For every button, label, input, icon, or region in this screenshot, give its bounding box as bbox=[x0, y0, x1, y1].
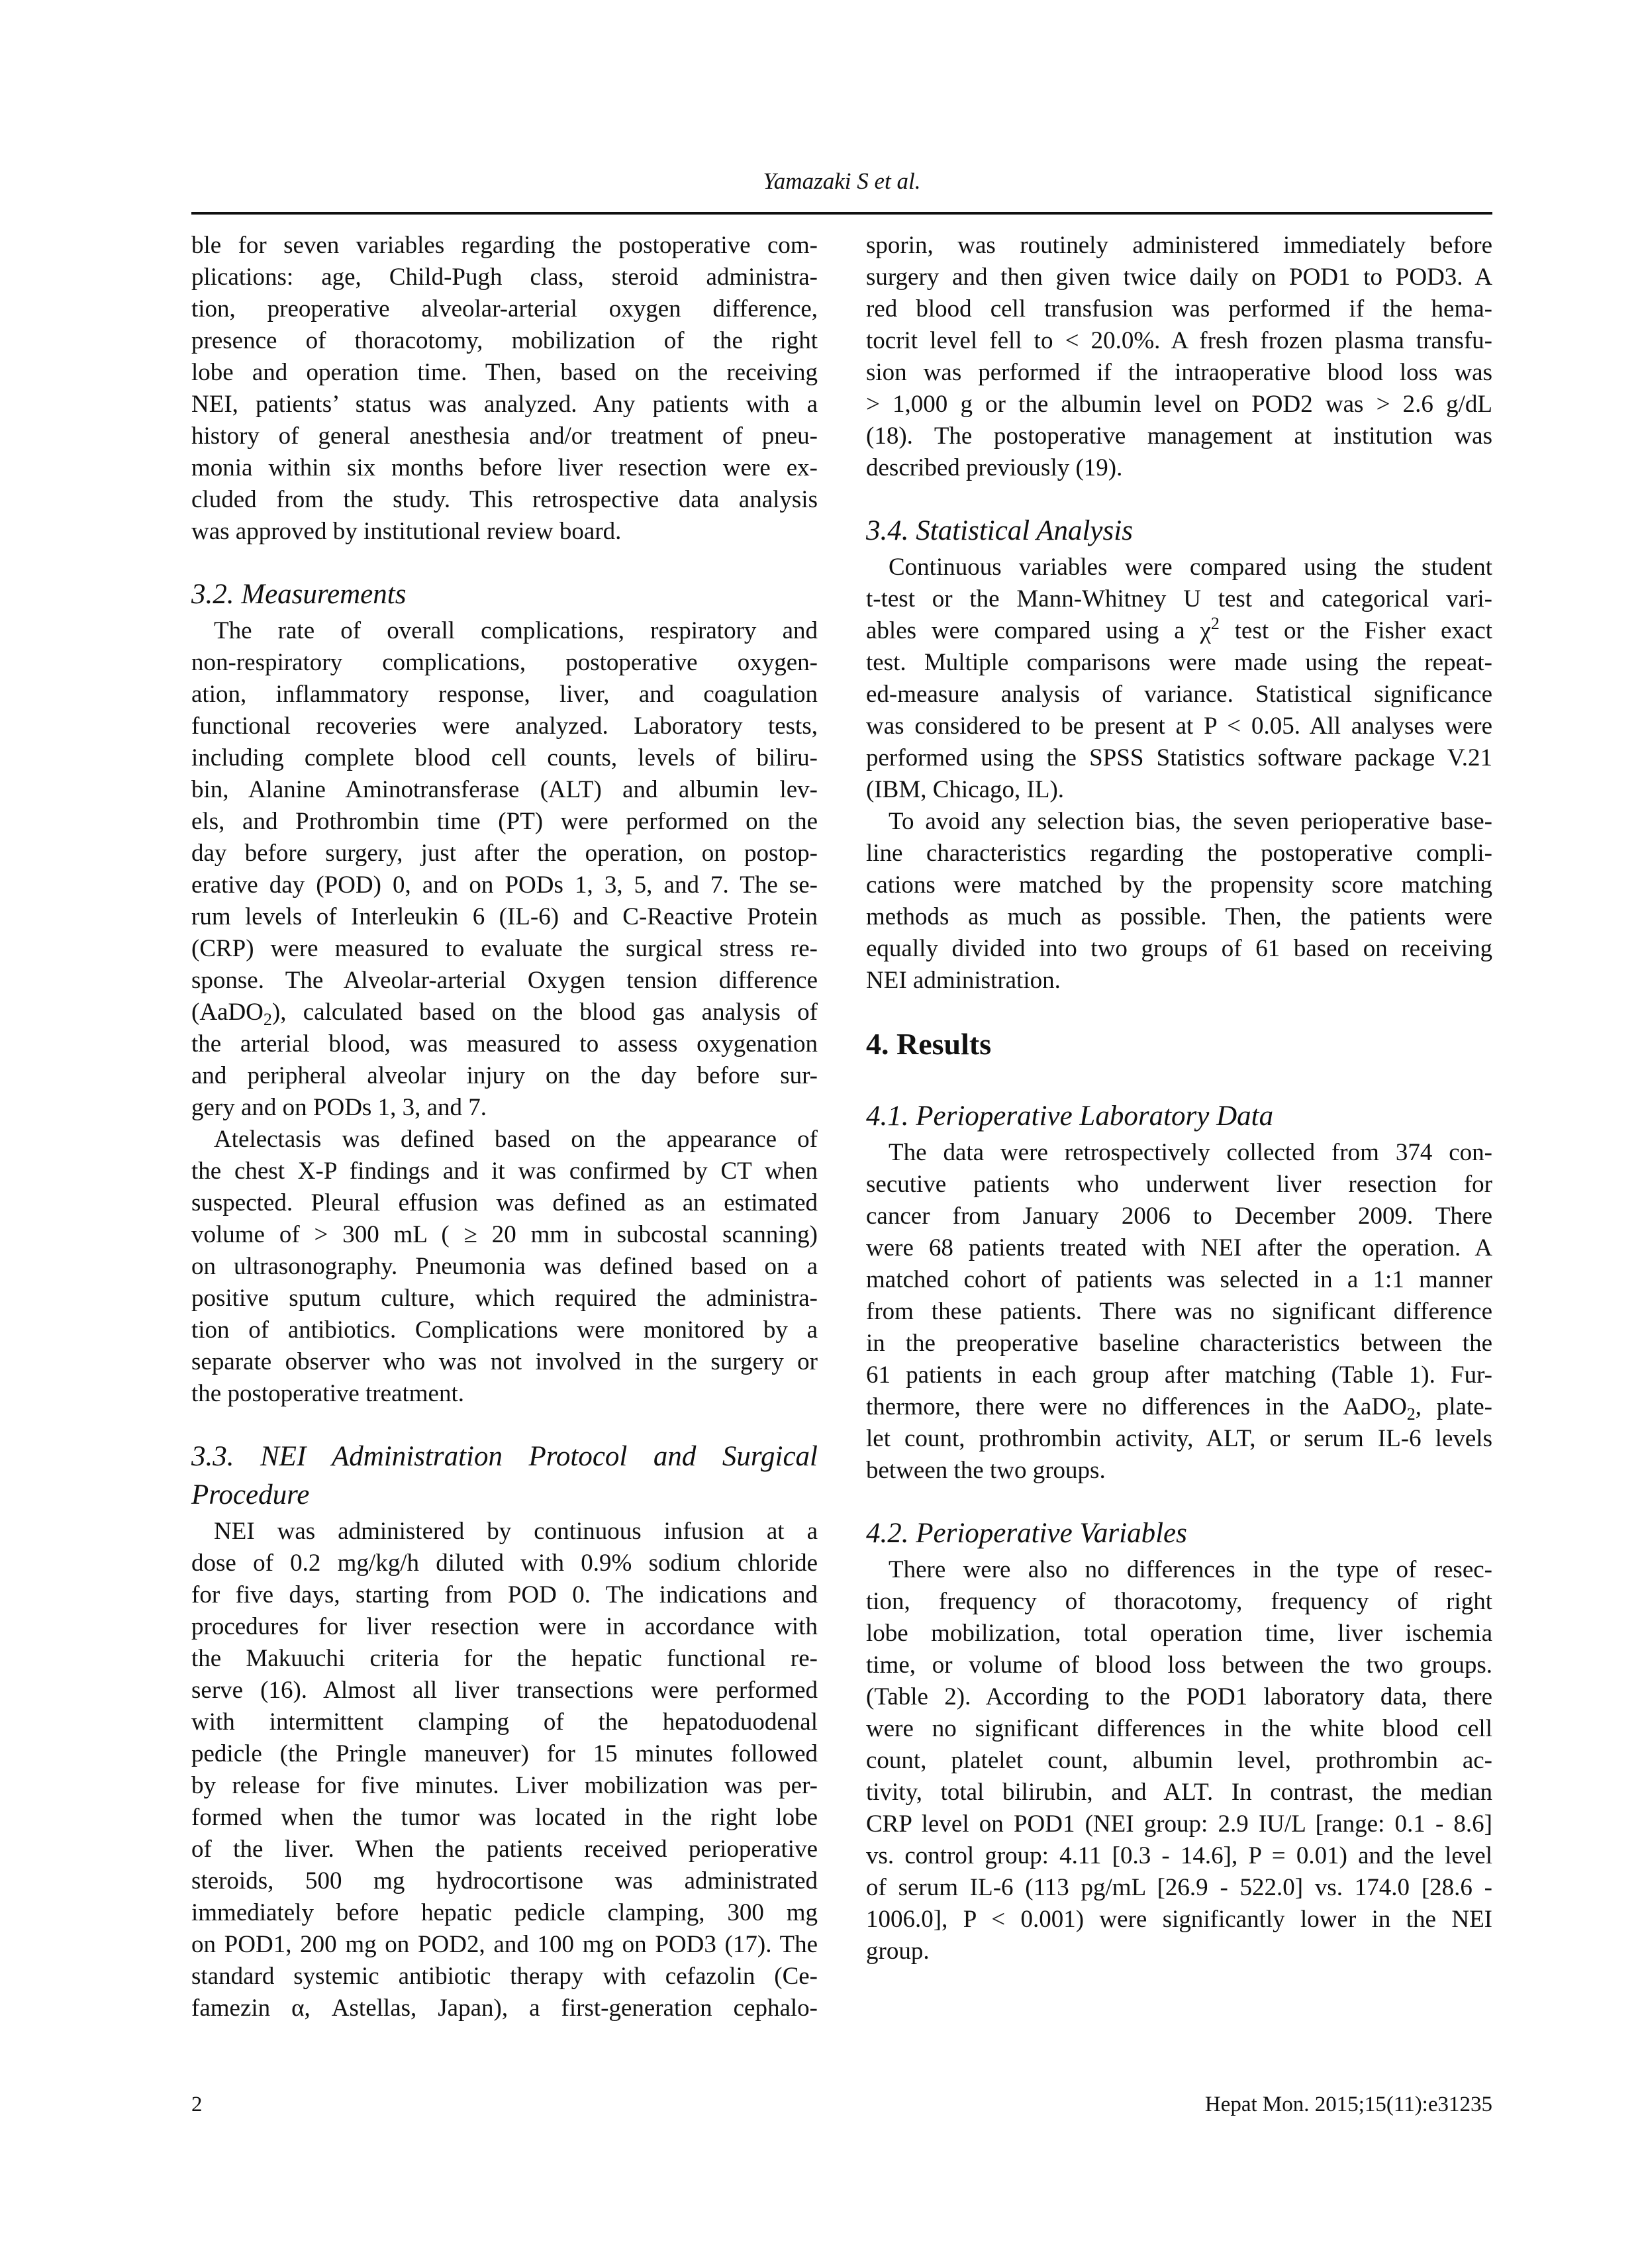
text-line: NEI was administered by continuous infusion at a bbox=[214, 1518, 818, 1545]
paragraph-measurements-2 bbox=[191, 1124, 818, 1410]
paragraph-measurements-1 bbox=[191, 615, 818, 1124]
text-line: in the preoperative baseline characteristics between the bbox=[866, 1330, 1492, 1357]
section-heading-4-1 bbox=[866, 1097, 1492, 1136]
text-line: steroids, 500 mg hydrocortisone was administrated bbox=[191, 1867, 818, 1895]
text-line: erative day (POD) 0, and on PODs 1, 3, 5, and 7. The se- bbox=[191, 871, 818, 899]
text-line: secutive patients who underwent liver resection for bbox=[866, 1171, 1492, 1198]
page-number: 2 bbox=[191, 2093, 203, 2116]
text-line: tion, frequency of thoracotomy, frequency of right bbox=[866, 1588, 1492, 1615]
text-line: els, and Prothrombin time (PT) were performed on the bbox=[191, 808, 818, 835]
text-line: sion was performed if the intraoperative blood loss was bbox=[866, 359, 1492, 386]
text-line: tion, preoperative alveolar-arterial oxygen difference, bbox=[191, 295, 818, 322]
heading-text: 3.4. Statistical Analysis bbox=[866, 515, 1133, 546]
heading-text: 3.2. Measurements bbox=[191, 579, 407, 610]
text-line: the arterial blood, was measured to assess oxygenation bbox=[191, 1030, 818, 1058]
text-line: between the two groups. bbox=[866, 1457, 1106, 1484]
text-line: of serum IL-6 (113 pg/mL [26.9 - 522.0] vs. 174.0 [28.6 - bbox=[866, 1874, 1492, 1901]
journal-citation: Hepat Mon. 2015;15(11):e31235 bbox=[1204, 2093, 1492, 2116]
text-line: cations were matched by the propensity score matching bbox=[866, 871, 1492, 899]
text-line: standard systemic antibiotic therapy with cefazolin (Ce- bbox=[191, 1963, 818, 1990]
right-column bbox=[866, 230, 1492, 1967]
text-line: group. bbox=[866, 1938, 930, 1965]
paragraph-perioperative-variables bbox=[866, 1554, 1492, 1967]
text-line: the chest X-P findings and it was confirmed by CT when bbox=[191, 1158, 818, 1185]
text-line: were no significant differences in the white blood cell bbox=[866, 1715, 1492, 1742]
heading-text: Procedure bbox=[191, 1479, 310, 1510]
text-line: NEI, patients’ status was analyzed. Any patients with a bbox=[191, 391, 818, 418]
text-line: (CRP) were measured to evaluate the surgical stress re- bbox=[191, 935, 818, 962]
section-heading-3-4 bbox=[866, 512, 1492, 550]
text-line: matched cohort of patients was selected in a 1:1 manner bbox=[866, 1266, 1492, 1293]
text-line: tion of antibiotics. Complications were monitored by a bbox=[191, 1316, 818, 1344]
text-line: red blood cell transfusion was performed if the hema- bbox=[866, 295, 1492, 322]
text-line: let count, prothrombin activity, ALT, or serum IL-6 levels bbox=[866, 1425, 1492, 1452]
text-line: lobe and operation time. Then, based on the receiving bbox=[191, 359, 818, 386]
text-line: described previously (19). bbox=[866, 454, 1123, 481]
text-line: the postoperative treatment. bbox=[191, 1380, 464, 1407]
text-line: 61 patients in each group after matching (Table 1). Fur- bbox=[866, 1361, 1492, 1389]
text-line: test. Multiple comparisons were made using the repeat- bbox=[866, 649, 1492, 676]
text-line: history of general anesthesia and/or treatment of pneu- bbox=[191, 422, 818, 450]
text-line: suspected. Pleural effusion was defined as an estimated bbox=[191, 1189, 818, 1216]
text-line: surgery and then given twice daily on POD1 to POD3. A bbox=[866, 264, 1492, 291]
heading-text: 3.3. NEI Administration Protocol and Surgical bbox=[191, 1441, 818, 1472]
text-line: sponse. The Alveolar-arterial Oxygen tension difference bbox=[191, 967, 818, 994]
text-line: time, or volume of blood loss between the two groups. bbox=[866, 1652, 1492, 1679]
text-line: The data were retrospectively collected from 374 con- bbox=[889, 1139, 1492, 1166]
text-line: The rate of overall complications, respiratory and bbox=[214, 617, 818, 644]
text-line: There were also no differences in the type of resec- bbox=[889, 1556, 1492, 1583]
text-line: methods as much as possible. Then, the patients were bbox=[866, 903, 1492, 930]
text-line: famezin α, Astellas, Japan), a first-generation cephalo- bbox=[191, 1995, 818, 2022]
left-column bbox=[191, 230, 818, 2024]
text-line: ation, inflammatory response, liver, and coagulation bbox=[191, 681, 818, 708]
paragraph-nei-protocol bbox=[191, 1516, 818, 2024]
text-line: day before surgery, just after the operation, on postop- bbox=[191, 840, 818, 867]
heading-text: 4.1. Perioperative Laboratory Data bbox=[866, 1101, 1274, 1132]
section-heading-4-2 bbox=[866, 1514, 1492, 1553]
text-line: positive sputum culture, which required the administra- bbox=[191, 1285, 818, 1312]
text-line: presence of thoracotomy, mobilization of the right bbox=[191, 327, 818, 354]
text-line: the Makuuchi criteria for the hepatic functional re- bbox=[191, 1645, 818, 1672]
text-line: 1006.0], P < 0.001) were significantly lower in the NEI bbox=[866, 1906, 1492, 1933]
text-line: from these patients. There was no significant difference bbox=[866, 1298, 1492, 1325]
text-line: rum levels of Interleukin 6 (IL-6) and C-Reactive Protein bbox=[191, 903, 818, 930]
text-line: lobe mobilization, total operation time, liver ischemia bbox=[866, 1620, 1492, 1647]
text-line: cluded from the study. This retrospective data analysis bbox=[191, 486, 818, 513]
text-line: for five days, starting from POD 0. The indications and bbox=[191, 1581, 818, 1608]
text-line: cancer from January 2006 to December 2009. There bbox=[866, 1203, 1492, 1230]
text-line: of the liver. When the patients received perioperative bbox=[191, 1836, 818, 1863]
text-line: dose of 0.2 mg/kg/h diluted with 0.9% sodium chloride bbox=[191, 1550, 818, 1577]
section-heading-3-2 bbox=[191, 575, 818, 614]
text-line: were 68 patients treated with NEI after the operation. A bbox=[866, 1234, 1492, 1261]
text-line: ble for seven variables regarding the postoperative com- bbox=[191, 232, 818, 259]
text-line: non-respiratory complications, postoperative oxygen- bbox=[191, 649, 818, 676]
text-line: (18). The postoperative management at institution was bbox=[866, 422, 1492, 450]
text-line: monia within six months before liver resection were ex- bbox=[191, 454, 818, 481]
text-line: procedures for liver resection were in accordance with bbox=[191, 1613, 818, 1640]
text-line: gery and on PODs 1, 3, and 7. bbox=[191, 1094, 487, 1121]
text-line: separate observer who was not involved in the surgery or bbox=[191, 1348, 818, 1375]
text-line: tivity, total bilirubin, and ALT. In contrast, the median bbox=[866, 1779, 1492, 1806]
text-line: plications: age, Child-Pugh class, steroid administra- bbox=[191, 264, 818, 291]
paragraph-lab-data bbox=[866, 1137, 1492, 1487]
text-line: equally divided into two groups of 61 based on receiving bbox=[866, 935, 1492, 962]
text-line: tocrit level fell to < 20.0%. A fresh frozen plasma transfu- bbox=[866, 327, 1492, 354]
header-rule bbox=[191, 212, 1492, 215]
paragraph-antibiotic-continued bbox=[866, 230, 1492, 484]
running-header-authors: Yamazaki S et al. bbox=[763, 168, 921, 194]
text-line: sporin, was routinely administered immediately before bbox=[866, 232, 1492, 259]
heading-text: 4. Results bbox=[866, 1027, 992, 1061]
text-line: functional recoveries were analyzed. Laboratory tests, bbox=[191, 713, 818, 740]
text-line: ed-measure analysis of variance. Statistical significance bbox=[866, 681, 1492, 708]
text-line: by release for five minutes. Liver mobilization was per- bbox=[191, 1772, 818, 1799]
paragraph-statistics-2 bbox=[866, 806, 1492, 997]
text-line: (Table 2). According to the POD1 laboratory data, there bbox=[866, 1683, 1492, 1710]
text-line: pedicle (the Pringle maneuver) for 15 minutes followed bbox=[191, 1740, 818, 1767]
text-line: and peripheral alveolar injury on the day before sur- bbox=[191, 1062, 818, 1089]
text-line: volume of > 300 mL ( ≥ 20 mm in subcostal scanning) bbox=[191, 1221, 818, 1248]
text-line: line characteristics regarding the postoperative compli- bbox=[866, 840, 1492, 867]
text-line: on ultrasonography. Pneumonia was defined based on a bbox=[191, 1253, 818, 1280]
text-line: performed using the SPSS Statistics software package V.21 bbox=[866, 744, 1492, 771]
text-line: including complete blood cell counts, levels of biliru- bbox=[191, 744, 818, 771]
paragraph-intro-continued bbox=[191, 230, 818, 548]
text-line: > 1,000 g or the albumin level on POD2 was > 2.6 g/dL bbox=[866, 391, 1492, 418]
text-line: serve (16). Almost all liver transections were performed bbox=[191, 1677, 818, 1704]
text-line: formed when the tumor was located in the right lobe bbox=[191, 1804, 818, 1831]
text-line: NEI administration. bbox=[866, 967, 1061, 994]
text-line: was considered to be present at P < 0.05. All analyses were bbox=[866, 713, 1492, 740]
section-heading-4-results bbox=[866, 1024, 1492, 1064]
text-line: CRP level on POD1 (NEI group: 2.9 IU/L [range: 0.1 - 8.6] bbox=[866, 1810, 1492, 1838]
text-line-aado2: (AaDO$_2$), calculated based on the blood gas analysis of bbox=[191, 999, 818, 1029]
text-line: To avoid any selection bias, the seven perioperative base- bbox=[889, 808, 1492, 835]
text-line: with intermittent clamping of the hepatoduodenal bbox=[191, 1708, 818, 1736]
section-heading-3-3 bbox=[191, 1438, 818, 1514]
heading-text: 4.2. Perioperative Variables bbox=[866, 1518, 1187, 1549]
text-line: vs. control group: 4.11 [0.3 - 14.6], P = 0.01) and the level bbox=[866, 1842, 1492, 1869]
text-line: (IBM, Chicago, IL). bbox=[866, 776, 1065, 803]
paragraph-statistics-1 bbox=[866, 552, 1492, 806]
text-line: was approved by institutional review board. bbox=[191, 518, 622, 545]
text-line: count, platelet count, albumin level, prothrombin ac- bbox=[866, 1747, 1492, 1774]
text-line-aado2: thermore, there were no differences in the AaDO$_2$, plate- bbox=[866, 1393, 1492, 1424]
text-line: Continuous variables were compared using the student bbox=[889, 554, 1492, 581]
text-line: bin, Alanine Aminotransferase (ALT) and albumin lev- bbox=[191, 776, 818, 803]
text-line: immediately before hepatic pedicle clamping, 300 mg bbox=[191, 1899, 818, 1926]
text-line: Atelectasis was defined based on the appearance of bbox=[214, 1126, 818, 1153]
text-line: t-test or the Mann-Whitney U test and categorical vari- bbox=[866, 585, 1492, 613]
text-line: on POD1, 200 mg on POD2, and 100 mg on POD3 (17). The bbox=[191, 1931, 818, 1958]
text-line-chi-square: ables were compared using a $\chi^2$ test or the Fisher exact bbox=[866, 614, 1492, 644]
